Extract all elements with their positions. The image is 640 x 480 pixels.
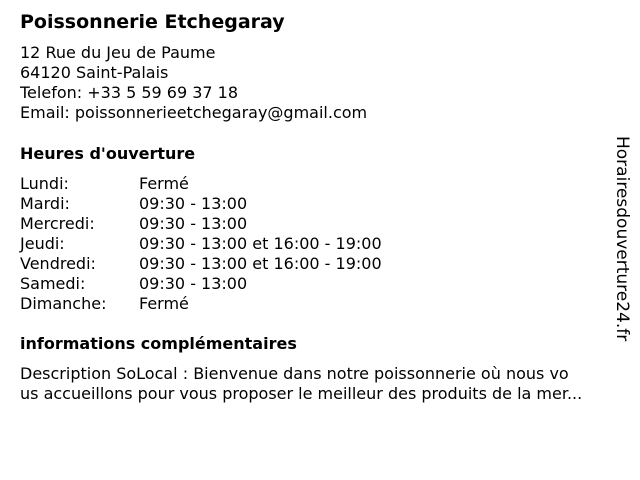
description-text: [20, 364, 640, 404]
hours-row-wednesday: [20, 214, 382, 234]
info-heading: informations complémentaires: [20, 334, 297, 353]
address-line-street: 12 Rue du Jeu de Paume: [20, 43, 216, 62]
day-label: Mardi:: [20, 194, 70, 213]
time-value: Fermé: [139, 174, 189, 193]
time-value: 09:30 - 13:00 et 16:00 - 19:00: [139, 234, 382, 253]
time-value: 09:30 - 13:00: [139, 214, 248, 233]
hours-row-sunday: [20, 294, 382, 314]
day-label: Lundi:: [20, 174, 69, 193]
day-label: Mercredi:: [20, 214, 95, 233]
day-label: Vendredi:: [20, 254, 96, 273]
hours-row-thursday: [20, 234, 382, 254]
description-line-2: us accueillons pour vous proposer le meilleur des produits de la mer...: [20, 384, 583, 403]
hours-heading: Heures d'ouverture: [20, 144, 196, 163]
time-value: 09:30 - 13:00: [139, 194, 248, 213]
contact-block: [20, 43, 367, 123]
email-text: Email: poissonnerieetchegaray@gmail.com: [20, 103, 368, 122]
business-card: [20, 0, 620, 480]
address-line-city: 64120 Saint-Palais: [20, 63, 169, 82]
day-label: Dimanche:: [20, 294, 107, 313]
day-label: Samedi:: [20, 274, 86, 293]
time-value: Fermé: [139, 294, 189, 313]
watermark-text: Horairesdouverture24.fr: [612, 136, 632, 342]
hours-row-monday: [20, 174, 382, 194]
time-value: 09:30 - 13:00 et 16:00 - 19:00: [139, 254, 382, 273]
time-value: 09:30 - 13:00: [139, 274, 248, 293]
day-label: Jeudi:: [20, 234, 65, 253]
hours-table: [20, 174, 382, 314]
business-name: Poissonnerie Etchegaray: [20, 11, 285, 33]
phone-text: Telefon: +33 5 59 69 37 18: [20, 83, 239, 102]
description-line-1: Description SoLocal : Bienvenue dans notre poissonnerie où nous vo: [20, 364, 569, 383]
hours-row-friday: [20, 254, 382, 274]
hours-row-saturday: [20, 274, 382, 294]
hours-row-tuesday: [20, 194, 382, 214]
